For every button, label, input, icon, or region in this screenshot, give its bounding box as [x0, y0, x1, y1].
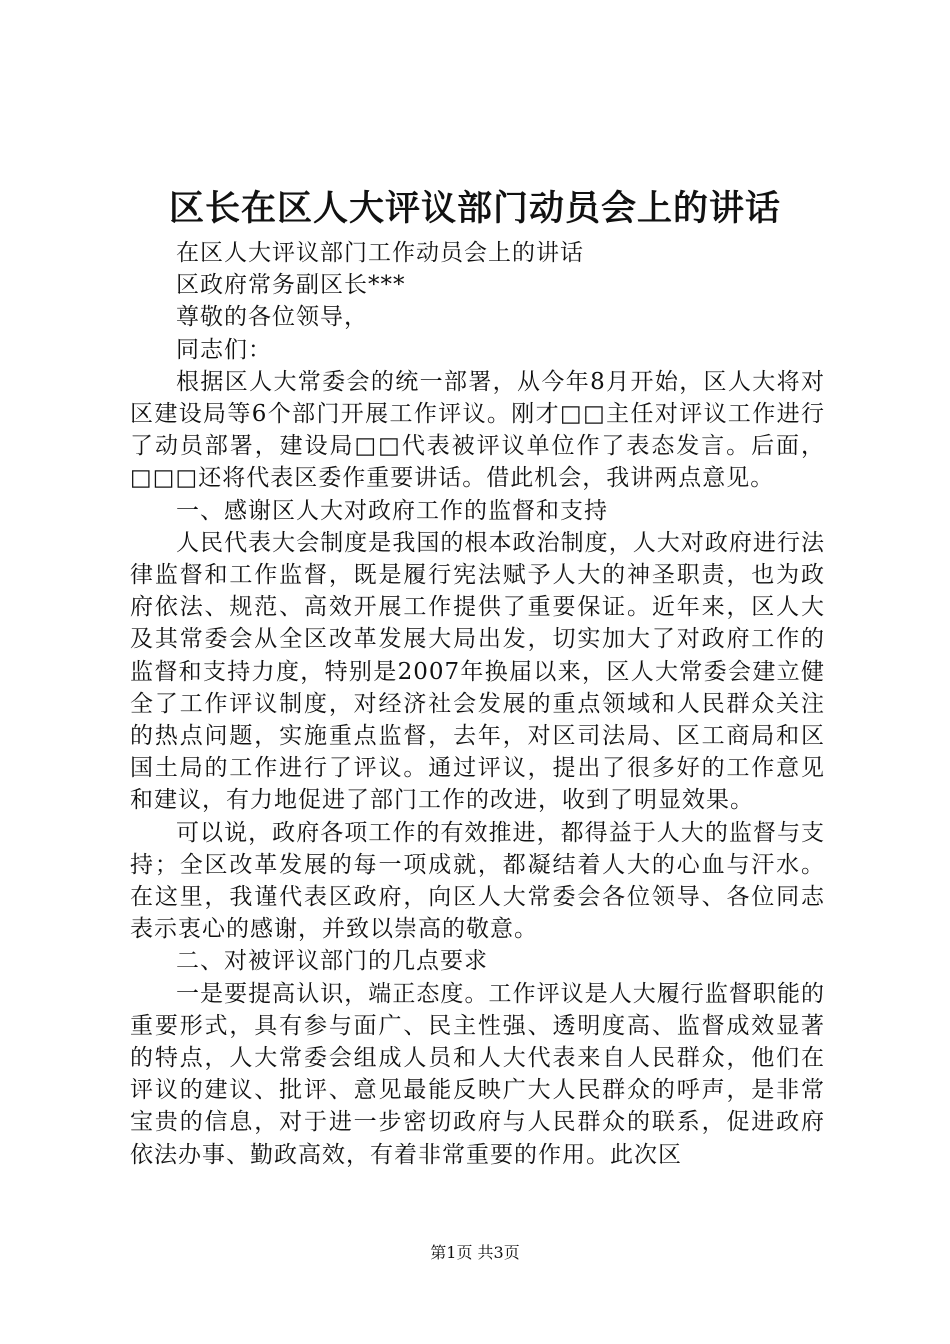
paragraph-intro: 根据区人大常委会的统一部署，从今年8月开始，区人大将对区建设局等6个部门开展工作评议。刚才□□主任对评议工作进行了动员部署，建设局□□代表被评议单位作了表态发言。后面，□□□还将代表区委作重要讲话。借此机会，我讲两点意见。	[130, 368, 825, 492]
section-heading-2: 二、对被评议部门的几点要求	[176, 948, 488, 975]
salutation-comrades: 同志们：	[176, 336, 272, 363]
paragraph-requirement-1: 一是要提高认识，端正态度。工作评议是人大履行监督职能的重要形式，具有参与面广、民主性强、透明度高、监督成效显著的特点，人大常委会组成人员和人大代表来自人民群众，他们在评议的建议、批评、意见最能反映广大人民群众的呼声，是非常宝贵的信息，对于进一步密切政府与人民群众的联系，促进政府依法办事、勤政高效，有着非常重要的作用。此次区	[130, 980, 825, 1168]
speech-subtitle: 在区人大评议部门工作动员会上的讲话	[176, 240, 584, 266]
document-title: 区长在区人大评议部门动员会上的讲话	[168, 188, 781, 229]
section-heading-1: 一、感谢区人大对政府工作的监督和支持	[176, 497, 608, 524]
paragraph-section-1: 人民代表大会制度是我国的根本政治制度，人大对政府进行法律监督和工作监督，既是履行宪法赋予人大的神圣职责，也为政府依法、规范、高效开展工作提供了重要保证。近年来，区人大及其常委会从全区改革发展大局出发，切实加大了对政府工作的监督和支持力度，特别是2007年换届以来，区人大常委会建立健全了工作评议制度，对经济社会发展的重点领域和人民群众关注的热点问题，实施重点监督，去年，对区司法局、区工商局和区国土局的工作进行了评议。通过评议，提出了很多好的工作意见和建议，有力地促进了部门工作的改进，收到了明显效果。	[130, 529, 825, 814]
speaker-line: 区政府常务副区长***	[176, 272, 406, 299]
salutation: 尊敬的各位领导，	[176, 304, 368, 331]
document-body	[130, 237, 825, 1171]
page-footer	[0, 1242, 950, 1264]
paragraph-thanks: 可以说，政府各项工作的有效推进，都得益于人大的监督与支持；全区改革发展的每一项成就，都凝结着人大的心血与汗水。在这里，我谨代表区政府，向区人大常委会各位领导、各位同志表示衷心的感谢，并致以崇高的敬意。	[130, 819, 825, 943]
page-total: 共3页	[477, 1243, 520, 1262]
page-number: 第1页	[430, 1243, 473, 1262]
